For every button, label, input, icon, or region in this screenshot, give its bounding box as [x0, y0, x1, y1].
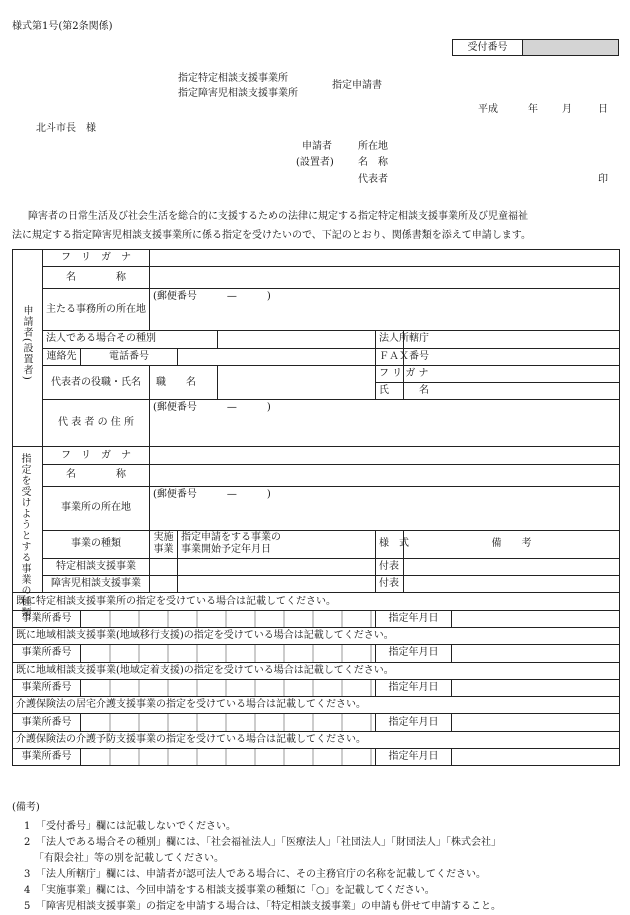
applicant-label: 申請者: [302, 141, 332, 152]
office-number-field[interactable]: [81, 610, 376, 627]
office-furigana-label: フ リ ガ ナ: [43, 447, 150, 464]
designation-date-field[interactable]: [452, 610, 620, 627]
note-number: 1: [24, 821, 31, 832]
corp-type-field[interactable]: [218, 331, 376, 348]
designation-date-label: 指定年月日: [376, 749, 452, 766]
contact-label: 連絡先: [43, 348, 81, 365]
main-office-address-label: 主たる事務所の所在地: [43, 289, 150, 331]
note-text: 「実施事業」欄には、今回申請をする相談支援事業の種類に「○」を記載してください。: [36, 885, 435, 896]
receipt-number-field[interactable]: [523, 40, 618, 55]
name-label: 名 称: [43, 267, 150, 289]
fax-field[interactable]: [404, 348, 620, 365]
rep-address-field[interactable]: [150, 400, 620, 447]
designation-date-field[interactable]: [452, 679, 620, 696]
applicant-side-label: 申請者(設置者): [13, 250, 43, 447]
business-type-header: 事業の種類: [43, 530, 150, 558]
designation-date-field[interactable]: [452, 749, 620, 766]
prior-care-support-heading: 介護保険法の居宅介護支援事業の指定を受けている場合は記載してください。: [13, 697, 620, 714]
date-month: 月: [562, 104, 572, 115]
office-address-label: 事業所の所在地: [43, 486, 150, 530]
rep-name-label: 氏 名: [376, 383, 404, 400]
implemented-header: 実施 事業: [150, 530, 178, 558]
intro-line2: 法に規定する指定障害児相談支援事業所に係る指定を受けたいので、下記のとおり、関係書類を添えて申請します。: [12, 230, 531, 241]
specific-consultation-label: 特定相談支援事業: [43, 558, 150, 575]
child-start-date-field[interactable]: [178, 576, 376, 593]
title-line1: 指定特定相談支援事業所: [178, 73, 288, 84]
note-number: 2: [24, 837, 31, 848]
office-number-label: 事業所番号: [13, 714, 81, 731]
child-implemented-field[interactable]: [150, 576, 178, 593]
specific-implemented-field[interactable]: [150, 558, 178, 575]
child-remarks-field[interactable]: [404, 576, 620, 593]
office-number-field[interactable]: [81, 749, 376, 766]
seal-mark: 印: [598, 174, 608, 185]
form-id: 様式第1号(第2条関係): [12, 21, 113, 32]
receipt-label: 受付番号: [453, 40, 523, 55]
office-number-field[interactable]: [81, 645, 376, 662]
rep-furigana-field[interactable]: [404, 365, 620, 382]
prior-settlement-heading: 既に地域相談支援事業(地域定着支援)の指定を受けている場合は記載してください。: [13, 662, 620, 679]
prior-prevention-heading: 介護保険法の介護予防支援事業の指定を受けている場合は記載してください。: [13, 731, 620, 748]
office-furigana-field[interactable]: [150, 447, 620, 464]
designation-date-label: 指定年月日: [376, 645, 452, 662]
furigana-label: フ リ ガ ナ: [43, 250, 150, 267]
office-address-field[interactable]: [150, 486, 620, 530]
office-name-field[interactable]: [150, 464, 620, 486]
designation-date-label: 指定年月日: [376, 679, 452, 696]
specific-format: 付表: [376, 558, 404, 575]
prior-specific-heading: 既に特定相談支援事業所の指定を受けている場合は記載してください。: [13, 593, 620, 610]
corp-office-field[interactable]: [404, 331, 620, 348]
main-office-address-field[interactable]: [150, 289, 620, 331]
title-line2: 指定障害児相談支援事業所: [178, 88, 298, 99]
date-era: 平成: [478, 104, 498, 115]
office-name-label: 名 称: [43, 464, 150, 486]
postal-code-hint: (郵便番号 — ): [153, 291, 271, 303]
office-number-label: 事業所番号: [13, 679, 81, 696]
office-number-field[interactable]: [81, 714, 376, 731]
note-text: 「受付番号」欄には記載しないでください。: [36, 821, 236, 832]
fax-label: ＦＡＸ番号: [376, 348, 404, 365]
rep-title-name-label: 代表者の役職・氏名: [43, 365, 150, 400]
prior-transition-heading: 既に地域相談支援事業(地域移行支援)の指定を受けている場合は記載してください。: [13, 627, 620, 644]
office-number-label: 事業所番号: [13, 645, 81, 662]
intro-line1: 障害者の日常生活及び社会生活を総合的に支援するための法律に規定する指定特定相談支援事業所及び児童福祉: [28, 211, 528, 222]
note-text: 「有限会社」等の別を記載してください。: [34, 853, 224, 864]
office-number-field[interactable]: [81, 679, 376, 696]
addressee: 北斗市長 様: [36, 123, 96, 134]
phone-field[interactable]: [178, 348, 376, 365]
office-side-label: 指定を受けようとする事業の種類: [13, 447, 43, 593]
phone-label: 電話番号: [81, 348, 178, 365]
designation-date-label: 指定年月日: [376, 714, 452, 731]
rep-postal-code-hint: (郵便番号 — ): [153, 402, 271, 414]
start-date-header: 指定申請をする事業の 事業開始予定年月日: [178, 530, 376, 558]
title-suffix: 指定申請書: [332, 80, 382, 91]
corp-type-label: 法人である場合その種別: [43, 331, 218, 348]
office-number-label: 事業所番号: [13, 749, 81, 766]
rep-address-label: 代 表 者 の 住 所: [43, 400, 150, 447]
designation-date-label: 指定年月日: [376, 610, 452, 627]
format-header: 様 式: [376, 530, 404, 558]
remarks-header: 備 考: [404, 530, 620, 558]
note-number: 3: [24, 869, 31, 880]
child-consultation-label: 障害児相談支援事業: [43, 576, 150, 593]
furigana-field[interactable]: [150, 250, 620, 267]
corp-office-label: 法人所轄庁: [376, 331, 404, 348]
position-label: 職 名: [150, 365, 218, 400]
designation-date-field[interactable]: [452, 714, 620, 731]
date-year: 年: [528, 104, 538, 115]
applicant-address-label: 所在地: [358, 141, 388, 152]
applicant-name-label: 名 称: [358, 157, 388, 168]
note-number: 5: [24, 901, 31, 912]
child-format: 付表: [376, 576, 404, 593]
specific-start-date-field[interactable]: [178, 558, 376, 575]
date-day: 日: [598, 104, 608, 115]
note-number: 4: [24, 885, 31, 896]
name-field[interactable]: [150, 267, 620, 289]
notes-heading: (備考): [12, 802, 40, 813]
applicant-label-sub: (設置者): [296, 157, 334, 168]
specific-remarks-field[interactable]: [404, 558, 620, 575]
application-table: [12, 249, 620, 766]
note-text: 「法人所轄庁」欄には、申請者が認可法人である場合に、その主務官庁の名称を記載してください。: [36, 869, 486, 880]
rep-name-field[interactable]: [404, 383, 620, 400]
office-number-label: 事業所番号: [13, 610, 81, 627]
office-postal-code-hint: (郵便番号 — ): [153, 488, 271, 500]
applicant-rep-label: 代表者: [358, 174, 388, 185]
note-text: 「障害児相談支援事業」の指定を申請する場合は、「特定相談支援事業」の申請も併せて申請すること。: [36, 901, 501, 912]
receipt-box: [452, 39, 619, 56]
note-text: 「法人である場合その種別」欄には、「社会福祉法人」「医療法人」「社団法人」「財団法人」「株式会社」: [36, 837, 501, 848]
position-field[interactable]: [218, 365, 376, 400]
rep-furigana-label: フ リ ガ ナ: [376, 365, 404, 382]
designation-date-field[interactable]: [452, 645, 620, 662]
